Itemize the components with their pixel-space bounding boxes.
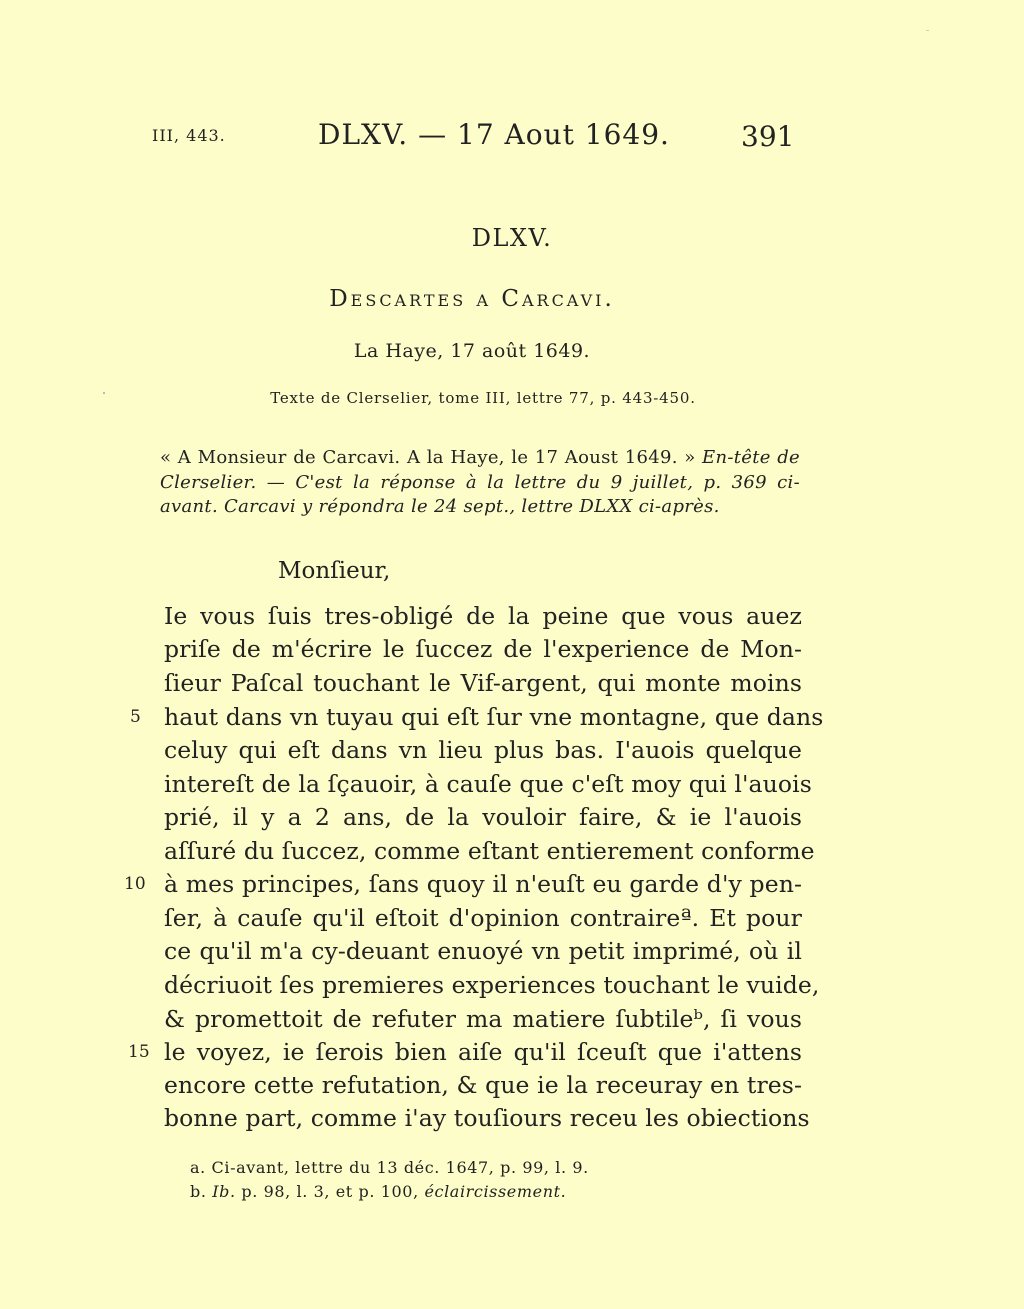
footnote-a: a. Ci-avant, lettre du 13 déc. 1647, p. 99, l. 9. bbox=[190, 1158, 589, 1177]
footnote-b-ref: p. 98, l. 3, et p. 100, bbox=[235, 1182, 425, 1201]
line-number: 15 bbox=[128, 1042, 150, 1062]
body-line: priſe de m'écrire le ſuccez de l'experience de Mon- bbox=[164, 635, 802, 663]
body-line: encore cette refutation, & que ie la receuray en tres- bbox=[164, 1071, 802, 1099]
page-number: 391 bbox=[741, 120, 795, 153]
body-line: haut dans vn tuyau qui eſt ſur vne montagne, que dans bbox=[164, 703, 824, 731]
source-reference: Texte de Clerselier, tome III, lettre 77, p. 443-450. bbox=[270, 389, 696, 407]
speck bbox=[926, 30, 929, 31]
body-line: ſer, à cauſe qu'il eſtoit d'opinion contraireª. Et pour bbox=[164, 904, 802, 932]
line-number: 5 bbox=[130, 707, 141, 727]
footnote-b-ibid: Ib. bbox=[212, 1182, 236, 1201]
body-line: intereſt de la ſçauoir, à cauſe que c'eſt moy qui l'auois bbox=[164, 770, 812, 798]
body-line: aſſuré du ſuccez, comme eſtant entierement conforme bbox=[164, 837, 815, 865]
salutation: Monſieur, bbox=[278, 558, 391, 584]
footnote-b-label: b. bbox=[190, 1182, 213, 1201]
body-line: celuy qui eſt dans vn lieu plus bas. I'auois quelque bbox=[164, 736, 802, 764]
body-line: ce qu'il m'a cy-deuant enuoyé vn petit imprimé, où il bbox=[164, 937, 802, 965]
body-line: prié, il y a 2 ans, de la vouloir faire, & ie l'auois bbox=[164, 803, 802, 831]
header-volume-ref: III, 443. bbox=[152, 126, 226, 145]
footnote-b-term: éclaircissement. bbox=[424, 1182, 567, 1201]
body-line: ſieur Paſcal touchant le Vif-argent, qui monte moins bbox=[164, 669, 802, 697]
body-line: à mes principes, ſans quoy il n'euſt eu garde d'y pen- bbox=[164, 870, 802, 898]
place-date: La Haye, 17 août 1649. bbox=[353, 340, 591, 362]
body-line: le voyez, ie ſerois bien aiſe qu'il ſceuſt que i'attens bbox=[164, 1038, 802, 1066]
line-number: 10 bbox=[124, 874, 146, 894]
body-line: bonne part, comme i'ay touſiours receu les obiections bbox=[164, 1104, 810, 1132]
note-plain: « A Monsieur de Carcavi. A la Haye, le 17 Aoust 1649. » bbox=[160, 447, 703, 468]
header-letter-title: DLXV. — 17 Aout 1649. bbox=[318, 118, 670, 151]
footnote-b bbox=[190, 1182, 566, 1201]
editorial-note bbox=[160, 446, 800, 520]
letter-correspondents: Descartes a Carcavi. bbox=[329, 286, 615, 312]
note-italic: En-tête de Clerselier. — C'est la réponse à la lettre du 9 juillet, p. 369 ci-avant. Carcavi y répondra le 24 sept., lettre DLXX ci-après. bbox=[160, 447, 801, 517]
body-line: & promettoit de refuter ma matiere ſubtileᵇ, ſi vous bbox=[164, 1005, 802, 1033]
letter-number-title: DLXV. bbox=[471, 224, 553, 252]
body-line: Ie vous ſuis tres-obligé de la peine que vous auez bbox=[164, 602, 802, 630]
body-line: décriuoit ſes premieres experiences touchant le vuide, bbox=[164, 971, 820, 999]
